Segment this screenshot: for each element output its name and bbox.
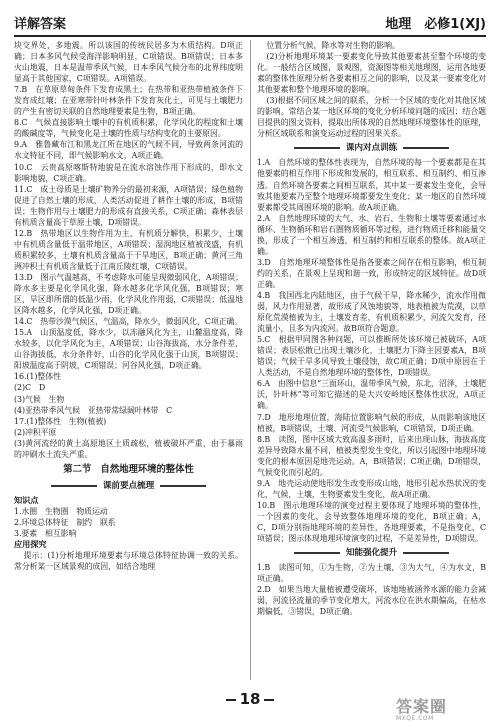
strengthen-heading <box>257 546 486 560</box>
heading-rule-left <box>51 485 97 487</box>
heading-rule-right <box>403 147 449 149</box>
intro-paragraph: (3)根据不同区域之间的联系，分析一个区域的变化对其他区域的影响。常结合某一地区环境的变化分析环境问题的成因；结合题目提供的图文资料，提取出所体现的自然地理环境整体性的原理，分析区域联系和演变运动过程的因果关系。 <box>257 96 486 139</box>
inquiry-text: 提示：(1)分析地理环境要素与环境总体特征协调一致的关系。常分析某一区域景观的成因，如结合地理 <box>14 551 243 572</box>
watermark-logo <box>396 694 492 722</box>
answer-paragraph: 14.C 热带沙漠气候区，气温高，降水少，微弱风化，C项正确。 <box>14 317 243 327</box>
header-right-title: 地理 必修1(XJ) <box>385 17 486 32</box>
page-header <box>14 12 486 37</box>
heading-rule-left <box>294 147 340 149</box>
left-column <box>14 40 243 680</box>
practice-answer: 9.A 地壳运动使地形发生改变形成山地，地形引起水热状况的变化，气候，土壤，生物要素发生变化，故A项正确。 <box>257 478 486 499</box>
practice-items <box>257 157 486 544</box>
right-column <box>257 40 486 680</box>
intro-paragraph: 位置分析气候，降水等对生物的影响。 <box>266 41 400 50</box>
strengthen-answer: 1.B 读图可知，①为生物，②为土壤，③为大气，④为水文，B项正确。 <box>257 563 486 584</box>
review-items <box>14 506 243 539</box>
answer-paragraph: 块交界处，多地震。所以该国的传统民居多为木质结构。D项正确；日本多风气候受海洋影响明显，C项错误。B项错误；日本多火山地震，日本是温带季风气候，日本季风气候分布的北界纬度明显高于其他国家，C项错误。A项错误。 <box>14 41 243 84</box>
inquiry-label: 应用探究 <box>14 538 47 549</box>
practice-answer: 6.A 由图中信息“三面环山，温带季风气候，东北，沼泽，土壤肥沃，针叶林”等可知它描述的是大兴安岭地区整体性状况，A项正确。 <box>257 379 486 411</box>
answer-paragraph: (3)黄河流经的黄土高原地区土质疏松，植被破坏严重，由于暴雨的冲刷水土流失严重。 <box>14 438 243 459</box>
answer-paragraph: (2)冲积平原 <box>14 427 57 437</box>
knowledge-label: 知识点 <box>14 494 39 505</box>
answer-paragraph: 12.B 热带地区以生物作用为主，有机质分解快，积累少，土壤中有机质含量低于温带地区，A项错误；湿润地区植被茂盛，有机质积累较多，土壤有机质含量高于干旱地区，B项正确；黄河三角洲冲积土有机质含量低于江南丘陵红壤，C项错误。 <box>14 228 243 271</box>
strengthen-title: 知能强化提升 <box>345 548 398 559</box>
answer-paragraph: 15.A 山顶温度低，降水少，以冻融风化为主，山麓温度高，降水较多，以化学风化为主，A项错误；山谷海拔高，水分条件差，山谷海拔低，水分条件好，山谷的化学风化强于山顶，B项错误；阳坡温度高于阴坡，C项错误；河谷风化强，D项正确。 <box>14 328 243 371</box>
practice-answer: 3.D 自然地理环境整体性是指各要素之间存在相互影响，相互制约的关系，在景观上呈现和谐一致，形成特定的区域特征。故D项正确。 <box>257 257 486 289</box>
right-intro <box>257 40 486 139</box>
practice-answer: 8.B 读图，图中区域大致高温多雨时，后来出现山脉，海拔高度差异导致降水量不同，植被类型发生变化，所以引起图中地理环境变化的根本原因是地壳运动。A，B项错误；C项正确，D项错误，气候变化而引起的。 <box>257 434 486 477</box>
strengthen-items <box>257 562 486 617</box>
column-divider <box>250 40 251 680</box>
answer-paragraph: (3)气候 生物 <box>14 394 65 404</box>
review-item: 2.环境总体特征 制约 联系 <box>14 517 116 527</box>
answer-paragraph: 9.A 雅鲁藏布江和黑龙江所在地区的气候不同，导致两条河流的水文特征不同，即气候影响水文，A项正确。 <box>14 140 243 161</box>
answer-paragraph: (2)C D <box>14 383 46 393</box>
review-item: 1.水圈 生物圈 物质运动 <box>14 506 108 516</box>
heading-rule-right <box>403 552 449 554</box>
page-number: 18 <box>239 690 261 708</box>
answer-paragraph: 8.C 气候直接影响土壤中的有机质积累，化学风化的程度和土壤的酸碱度等，气候变化是土壤的性质与结构变化的主要原因。 <box>14 118 243 139</box>
practice-answer: 1.A 自然环境的整体性表现为，自然环境的每一个要素都是在其他要素的相互作用下形成和发展的，相互联系、相互制约、相互渗透。自然环境各要素之间相互联系，其中某一要素发生变化，会导致其他要素乃至整个地理环境都要发生变化；某一地区的自然环境要素都受其周围环境的影响。故A项正确。 <box>257 158 486 212</box>
header-left-title: 详解答案 <box>14 17 67 32</box>
left-answers <box>14 40 243 460</box>
review-item: 3.要素 相互影响 <box>14 528 77 538</box>
review-heading <box>14 479 243 493</box>
heading-rule-left <box>294 552 340 554</box>
two-column-body <box>14 40 486 680</box>
practice-answer: 5.C 根据甲同图各种问题，可以推断所处该环境已被破坏，A项错误；表层松散已出现土壤沙化，土壤肥力下降主因要素A，B项错误；气候干旱多风导致土壤侵蚀，故C项正确；D项中原因在于人类活动，不是自然地理环境的整体性，D项错误。 <box>257 335 486 378</box>
footer-dash-left <box>226 699 236 701</box>
answer-paragraph: 13.D 图示气温越高，不考虑降水可能呈现微弱风化，A项错误；降水多主要是化学风化强，降水越多化学风化强，B项错误；寒区，旱区即所谓的低温少雨，化学风化作用弱，C项错误；低温地区降水越多，化学风化强，D项正确。 <box>14 272 243 316</box>
footer-dash-right <box>264 699 274 701</box>
answer-paragraph: 7.B 在草原草甸条件下发育成黑土；在热带和亚热带植被条件下发育成红壤；在亚寒带针叶林条件下发育灰化土，可见与土壤肥力的产生有密切关联的自然地理要素是生物，B项正确。 <box>14 85 243 117</box>
practice-answer: 7.D 地形地理位置，海陆位置影响气候的形成，从而影响该地区植被，B项错误，土壤、河流受气候影响，C项错误，D项正确。 <box>257 412 486 433</box>
watermark-url: MXQE.COM <box>396 715 434 722</box>
answer-paragraph: 10.C 云贵高原喀斯特地貌是在流水溶蚀作用下形成的，即水文影响地貌，C项正确。 <box>14 162 243 183</box>
answer-paragraph: 16.(1)整体性 <box>14 372 61 382</box>
practice-heading <box>257 141 486 155</box>
practice-answer: 2.A 自然地理环境的大气、水、岩石、生物和土壤等要素通过水循环、生物循环和岩石圈物质循环等过程，进行物质迁移和能量交换，形成了一个相互渗透，相互制约和相互联系的整体。故A项正确。 <box>257 213 486 256</box>
strengthen-answer: 2.D 如果当地大量植被遭受破坏，该地地被涵养水源的能力会减弱，河流径流量的季节变化增大，河流水位在洪水期偏高，在枯水期偏低，③错误，D项正确。 <box>257 585 486 617</box>
heading-rule-right <box>160 485 206 487</box>
watermark-text: 答案圈 <box>396 697 448 716</box>
review-title: 课前要点梳理 <box>102 480 155 491</box>
practice-title: 课内对点训练 <box>345 143 398 154</box>
intro-paragraph: (2)分析地理环境某一要素变化导致其他要素甚至整个环境的变化。一般结合区域图，景观图，资源图等相关地理图，运用各地要素的整体性原理分析各要素相互之间的影响，以及某一要素变化对其他要素和整个地理环境的影响。 <box>257 52 486 95</box>
answer-paragraph: 11.C 成土母质是土壤矿物养分的最初来源，A项错误；绿色植物促进了自然土壤的形成，人类活动促进了耕作土壤的形成，B项错误；生物作用与土壤肥力的形成有直接关系，C项正确；森林表层有机质含量高于草原土壤，D项错误。 <box>14 184 243 227</box>
answer-paragraph: (4)亚热带季风气候 亚热带常绿阔叶林带 C <box>14 405 173 415</box>
answer-paragraph: 17.(1)整体性 生物(植被) <box>14 416 107 426</box>
practice-answer: 4.B 我国西北内陆地区，由于气候干旱，降水稀少，流水作用微弱，风力作用显著，故形成了风蚀地貌等，地表植被为荒漠，以草原化荒漠植被为主，土壤发育差，有机质积累少，河流欠发育，径流量小，且多为内流河。故B项符合题意。 <box>257 290 486 334</box>
section-title: 第二节 自然地理环境的整体性 <box>63 463 194 475</box>
practice-answer: 10.B 图示地理环境的演变过程主要体现了地理环境的整体性，一个因素的变化，会导致整体地理环境的变化，B项正确；A，C，D项分别指地理环境的差异性，各地理要素，不是指变化，C项错误；图示体现地理环境演变的过程，不是差异性，D项错误。 <box>257 500 486 544</box>
